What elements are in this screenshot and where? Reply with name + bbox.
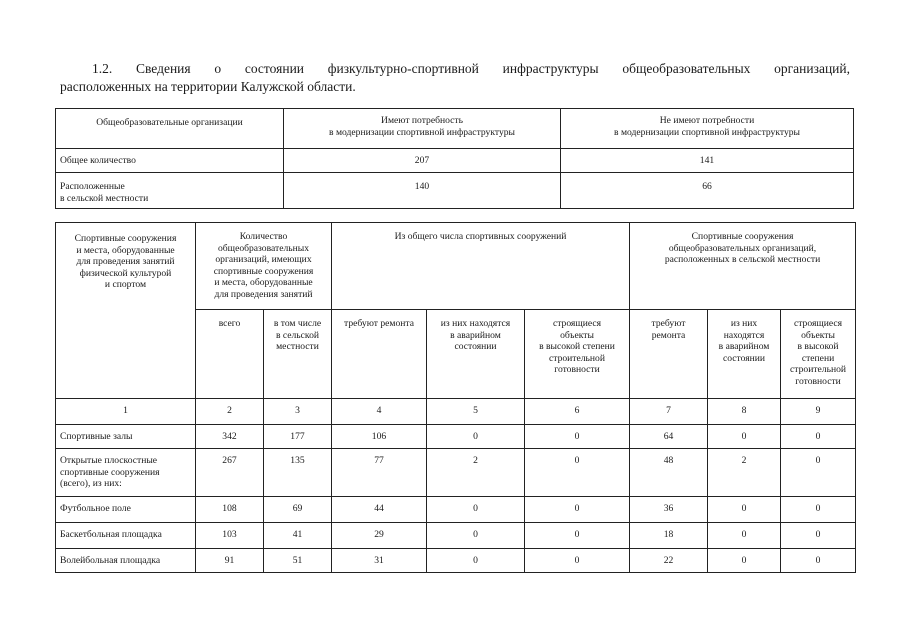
- text-line: расположенных в сельской местности: [664, 254, 821, 265]
- value-cell: 0: [427, 549, 525, 573]
- value-cell: 108: [196, 497, 264, 523]
- text-line: и места, оборудованные: [214, 277, 313, 288]
- text-line: готовности: [554, 364, 600, 375]
- value-cell: 0: [427, 497, 525, 523]
- column-number: 6: [525, 399, 630, 425]
- value-cell: 135: [264, 449, 332, 497]
- table2-header-of-total: Из общего числа спортивных сооружений: [332, 223, 630, 310]
- value-cell: 51: [264, 549, 332, 573]
- text-line: объекты: [560, 329, 594, 341]
- text-line: из них находятся: [440, 318, 511, 329]
- text-line: в высокой: [797, 341, 839, 352]
- column-number: 2: [196, 399, 264, 425]
- text-line: Открытые плоскостные: [60, 455, 158, 466]
- table1-header-organizations: Общеобразовательные организации: [56, 109, 284, 149]
- value-cell: 18: [630, 523, 708, 549]
- text-line: Спортивные сооружения: [691, 231, 794, 242]
- heading-word: общеобразовательных: [622, 61, 751, 76]
- heading-line-2: расположенных на территории Калужской области.: [60, 79, 356, 94]
- value-cell: 106: [332, 425, 427, 449]
- value-cell: 66: [561, 173, 854, 209]
- text-line: в сельской местности: [60, 192, 149, 204]
- table1-header-row: [56, 109, 854, 149]
- text-line: в модернизации спортивной инфраструктуры: [329, 126, 515, 138]
- value-cell: 103: [196, 523, 264, 549]
- text-line: находятся: [723, 329, 765, 341]
- value-cell: 91: [196, 549, 264, 573]
- text-line: в том числе: [273, 318, 322, 329]
- column-number-row: [56, 399, 856, 425]
- value-cell: 44: [332, 497, 427, 523]
- value-cell: 0: [525, 425, 630, 449]
- text-line: и спортом: [104, 279, 147, 290]
- value-cell: 141: [561, 149, 854, 173]
- row-label: Спортивные залы: [56, 425, 196, 449]
- value-cell: 140: [284, 173, 561, 209]
- table-row: [56, 497, 856, 523]
- value-cell: 2: [708, 449, 781, 497]
- table-row: [56, 173, 854, 209]
- text-line: для проведения занятий: [214, 288, 313, 300]
- text-line: общеобразовательных организаций,: [668, 242, 817, 254]
- text-line: спортивные сооружения: [60, 466, 160, 478]
- table2-header-org-count: [196, 223, 332, 310]
- text-line: готовности: [795, 375, 841, 387]
- header-repair: требуют ремонта: [332, 310, 427, 399]
- text-line: спортивные сооружения: [213, 265, 314, 277]
- text-line: в аварийном: [450, 329, 501, 341]
- text-line: физической культурой: [79, 267, 172, 279]
- section-heading: [60, 60, 850, 96]
- value-cell: 342: [196, 425, 264, 449]
- text-line: общеобразовательных: [218, 242, 309, 254]
- text-line: из них: [730, 318, 758, 329]
- table1-header-need: [284, 109, 561, 149]
- value-cell: 31: [332, 549, 427, 573]
- table-row: [56, 425, 856, 449]
- header-rural-share: [264, 310, 332, 399]
- table-row: [56, 549, 856, 573]
- table-row: [56, 149, 854, 173]
- heading-line-1: [60, 60, 850, 78]
- value-cell: 0: [427, 523, 525, 549]
- table2-header-row-1: [56, 223, 856, 310]
- value-cell: 0: [525, 449, 630, 497]
- heading-word: инфраструктуры: [502, 61, 599, 76]
- text-line: Количество: [239, 231, 288, 242]
- heading-word: Сведения: [135, 61, 191, 76]
- table1-header-no-need: [561, 109, 854, 149]
- header-total: всего: [196, 310, 264, 399]
- text-line: строительной: [549, 352, 605, 364]
- column-number: 9: [781, 399, 856, 425]
- text-line: организаций, имеющих: [215, 254, 312, 265]
- value-cell: 48: [630, 449, 708, 497]
- value-cell: 0: [781, 549, 856, 573]
- value-cell: 0: [427, 425, 525, 449]
- text-line: требуют: [651, 318, 686, 329]
- row-label: [56, 449, 196, 497]
- heading-word: 1.2.: [92, 61, 113, 76]
- value-cell: 0: [781, 523, 856, 549]
- text-line: Расположенные: [60, 181, 125, 192]
- text-line: объекты: [801, 329, 835, 341]
- column-number: 4: [332, 399, 427, 425]
- column-number: 1: [56, 399, 196, 425]
- row-label: [56, 173, 284, 209]
- value-cell: 36: [630, 497, 708, 523]
- heading-word: организаций,: [774, 61, 850, 76]
- text-line: в аварийном: [718, 341, 770, 352]
- text-line: для проведения занятий: [76, 256, 175, 267]
- heading-word: о: [214, 61, 222, 76]
- heading-word: физкультурно-спортивной: [327, 61, 479, 76]
- text-line: в сельской: [275, 329, 320, 341]
- header-rural-construction: [781, 310, 856, 399]
- value-cell: 22: [630, 549, 708, 573]
- value-cell: 64: [630, 425, 708, 449]
- table2-header-rural: [630, 223, 856, 310]
- value-cell: 29: [332, 523, 427, 549]
- text-line: местности: [276, 341, 319, 352]
- text-line: в модернизации спортивной инфраструктуры: [614, 126, 800, 138]
- value-cell: 207: [284, 149, 561, 173]
- header-construction: [525, 310, 630, 399]
- sports-facilities-table: [55, 222, 856, 573]
- value-cell: 0: [708, 549, 781, 573]
- table2-header-facilities: [56, 223, 196, 399]
- value-cell: 177: [264, 425, 332, 449]
- header-emergency: [427, 310, 525, 399]
- text-line: строящиеся: [793, 318, 843, 329]
- text-line: состоянии: [722, 352, 766, 364]
- value-cell: 0: [708, 425, 781, 449]
- value-cell: 0: [708, 523, 781, 549]
- text-line: степени: [801, 352, 835, 364]
- text-line: Не имеют потребности: [659, 115, 755, 126]
- text-line: Спортивные сооружения: [74, 233, 177, 244]
- row-label: Волейбольная площадка: [56, 549, 196, 573]
- value-cell: 77: [332, 449, 427, 497]
- value-cell: 267: [196, 449, 264, 497]
- column-number: 8: [708, 399, 781, 425]
- text-line: (всего), из них:: [60, 478, 122, 489]
- value-cell: 0: [525, 549, 630, 573]
- column-number: 7: [630, 399, 708, 425]
- row-label: Баскетбольная площадка: [56, 523, 196, 549]
- value-cell: 0: [781, 497, 856, 523]
- table-row: [56, 449, 856, 497]
- header-rural-repair: [630, 310, 708, 399]
- value-cell: 0: [525, 523, 630, 549]
- text-line: и места, оборудованные: [76, 244, 175, 256]
- text-line: состоянии: [454, 341, 497, 352]
- row-label: Общее количество: [56, 149, 284, 173]
- text-line: в высокой степени: [539, 341, 615, 352]
- value-cell: 41: [264, 523, 332, 549]
- text-line: ремонта: [651, 329, 686, 341]
- heading-word: состоянии: [244, 61, 305, 76]
- column-number: 5: [427, 399, 525, 425]
- value-cell: 2: [427, 449, 525, 497]
- value-cell: 0: [781, 425, 856, 449]
- value-cell: 0: [708, 497, 781, 523]
- text-line: строящиеся: [552, 318, 602, 329]
- value-cell: 0: [525, 497, 630, 523]
- infrastructure-need-table: [55, 108, 854, 209]
- row-label: Футбольное поле: [56, 497, 196, 523]
- value-cell: 69: [264, 497, 332, 523]
- table-row: [56, 523, 856, 549]
- column-number: 3: [264, 399, 332, 425]
- header-rural-emergency: [708, 310, 781, 399]
- text-line: Имеют потребность: [381, 115, 463, 126]
- value-cell: 0: [781, 449, 856, 497]
- text-line: строительной: [790, 364, 847, 375]
